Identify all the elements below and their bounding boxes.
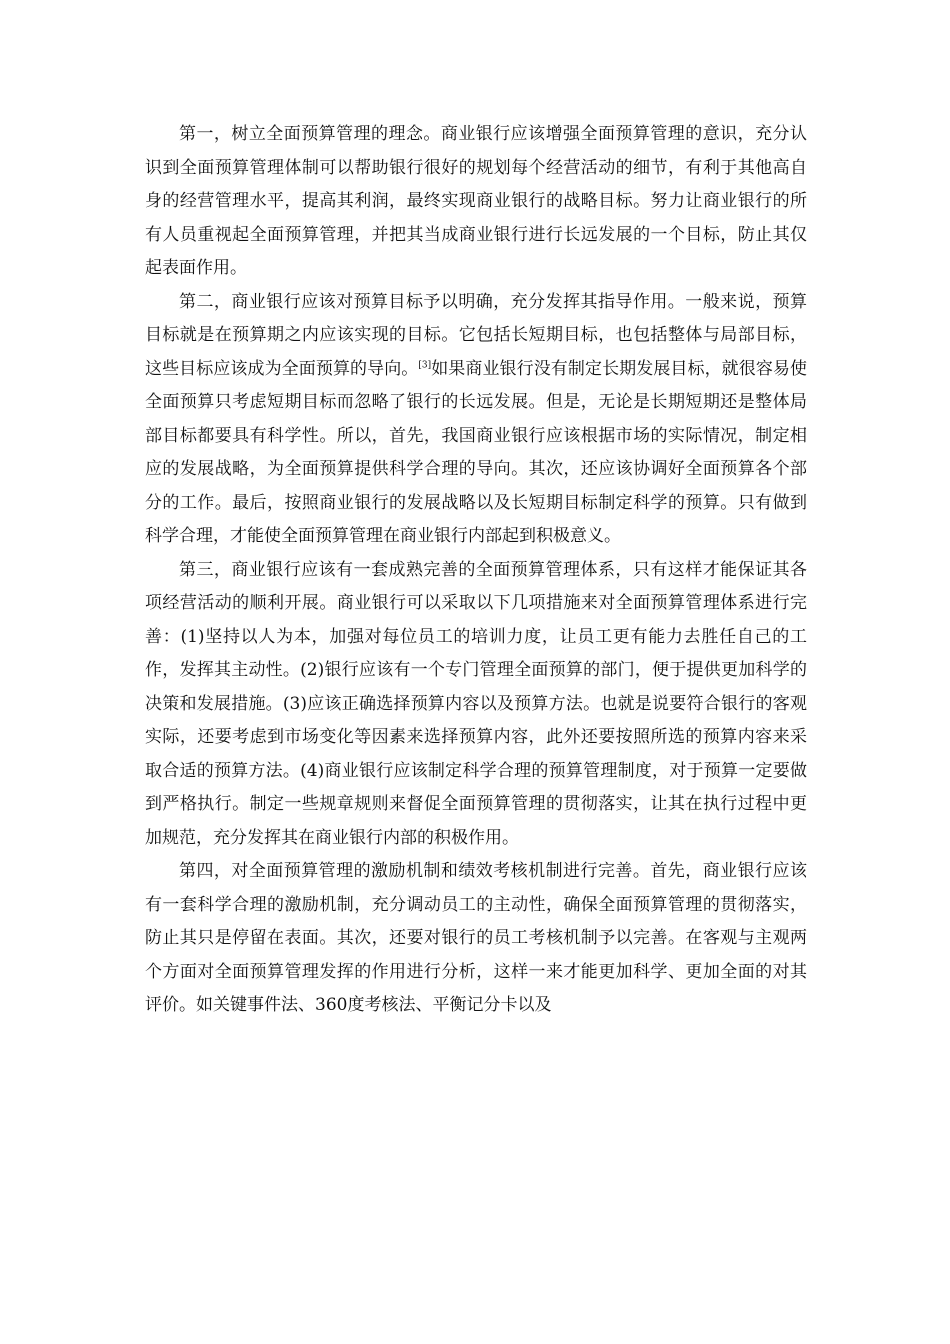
document-body xyxy=(145,118,807,1023)
paragraph-text-before-citation: 第二，商业银行应该对预算目标予以明确，充分发挥其指导作用。一般来说，预算目标就是在预算期之内应该实现的目标。它包括长短期目标，也包括整体与局部目标，这些目标应该成为全面预算的导向。 xyxy=(145,291,807,379)
paragraph-third-management-system: 第三，商业银行应该有一套成熟完善的全面预算管理体系，只有这样才能保证其各项经营活动的顺利开展。商业银行可以采取以下几项措施来对全面预算管理体系进行完善：(1)坚持以人为本，加强对每位员工的培训力度，让员工更有能力去胜任自己的工作，发挥其主动性。(2)银行应该有一个专门管理全面预算的部门，便于提供更加科学的决策和发展措施。(3)应该正确选择预算内容以及预算方法。也就是说要符合银行的客观实际，还要考虑到市场变化等因素来选择预算内容，此外还要按照所选的预算内容来采取合适的预算方法。(4)商业银行应该制定科学合理的预算管理制度，对于预算一定要做到严格执行。制定一些规章规则来督促全面预算管理的贯彻落实，让其在执行过程中更加规范，充分发挥其在商业银行内部的积极作用。 xyxy=(145,559,807,848)
paragraph-text-after-citation: 如果商业银行没有制定长期发展目标，就很容易使全面预算只考虑短期目标而忽略了银行的长远发展。但是，无论是长期短期还是整体局部目标都要具有科学性。所以，首先，我国商业银行应该根据市场的实际情况，制定相应的发展战略，为全面预算提供科学合理的导向。其次，还应该协调好全面预算各个部分的工作。最后，按照商业银行的发展战略以及长短期目标制定科学的预算。只有做到科学合理，才能使全面预算管理在商业银行内部起到积极意义。 xyxy=(145,358,808,546)
citation-marker: [3] xyxy=(418,359,432,370)
paragraph-second-budget-goals xyxy=(145,286,807,554)
paragraph-fourth-incentive-mechanism: 第四，对全面预算管理的激励机制和绩效考核机制进行完善。首先，商业银行应该有一套科学合理的激励机制，充分调动员工的主动性，确保全面预算管理的贯彻落实，防止其只是停留在表面。其次，还要对银行的员工考核机制予以完善。在客观与主观两个方面对全面预算管理发挥的作用进行分析，这样一来才能更加科学、更加全面的对其评价。如关键事件法、360度考核法、平衡记分卡以及 xyxy=(145,861,807,1015)
paragraph-first-budget-concept: 第一，树立全面预算管理的理念。商业银行应该增强全面预算管理的意识，充分认识到全面预算管理体制可以帮助银行很好的规划每个经营活动的细节，有利于其他高自身的经营管理水平，提高其利润，最终实现商业银行的战略目标。努力让商业银行的所有人员重视起全面预算管理，并把其当成商业银行进行长远发展的一个目标，防止其仅起表面作用。 xyxy=(145,124,807,278)
